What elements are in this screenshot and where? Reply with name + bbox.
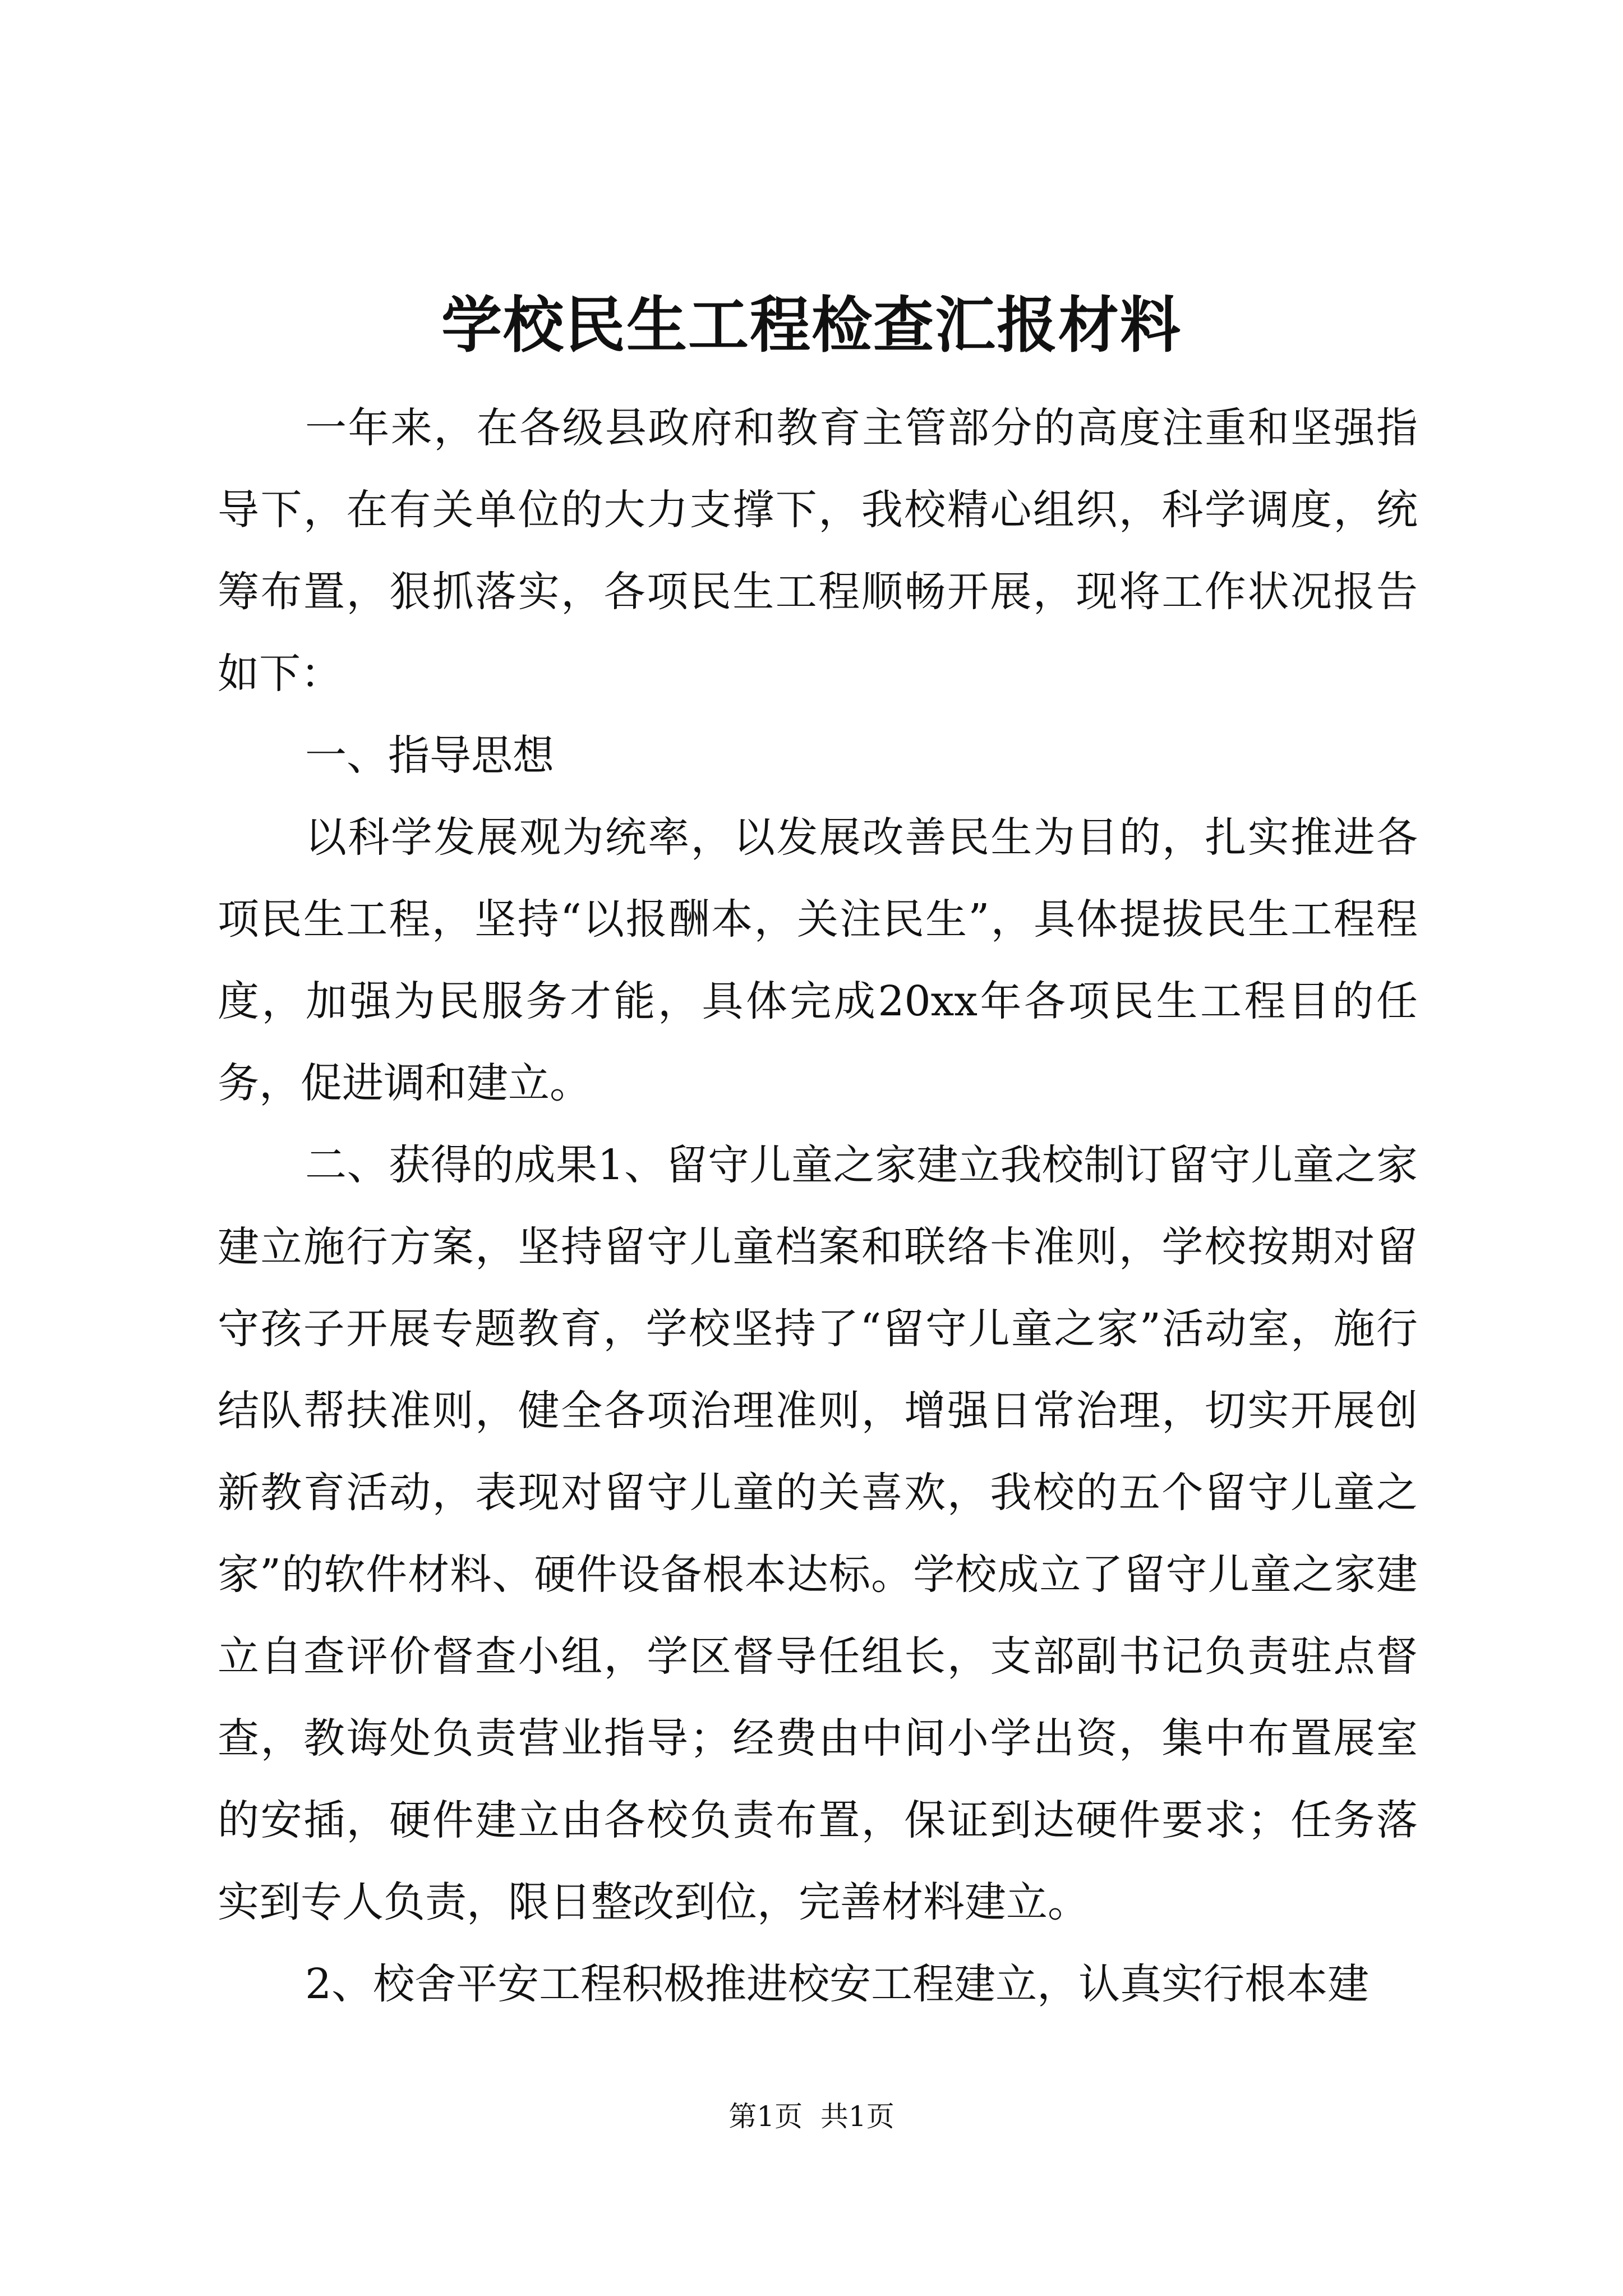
page-footer: 第1页 共1页 — [728, 2100, 895, 2133]
paragraph-guiding-thought: 以科学发展观为统率，以发展改善民生为目的，扎实推进各项民生工程，坚持“以报酬本，关注民生”，具体提拔民生工程程度，加强为民服务才能，具体完成20xx年各项民生工程目的任务，促进调和建立。 — [218, 813, 1418, 1107]
paragraph-school-safety: 2、校舍平安工程积极推进校安工程建立，认真实行根本建 — [305, 1960, 1370, 2008]
paragraph-achievements: 二、获得的成果1、留守儿童之家建立我校制订留守儿童之家建立施行方案，坚持留守儿童档案和联络卡准则，学校按期对留守孩子开展专题教育，学校坚持了“留守儿童之家”活动室，施行结队帮扶准则，健全各项治理准则，增强日常治理，切实开展创新教育活动，表现对留守儿童的关喜欢，我校的五个留守儿童之家”的软件材料、硬件设备根本达标。学校成立了留守儿童之家建立自查评价督查小组，学区督导任组长，支部副书记负责驻点督查，教诲处负责营业指导；经费由中间小学出资，集中布置展室的安插，硬件建立由各校负责布置，保证到达硬件要求；任务落实到专人负责，限日整改到位，完善材料建立。 — [218, 1141, 1418, 1926]
document-body — [218, 387, 1418, 2025]
paragraph-intro: 一年来，在各级县政府和教育主管部分的高度注重和坚强指导下，在有关单位的大力支撑下，我校精心组织，科学调度，统筹布置，狠抓落实，各项民生工程顺畅开展，现将工作状况报告如下： — [218, 404, 1418, 698]
section-heading-guiding-thought: 一、指导思想 — [305, 731, 554, 780]
document-title: 学校民生工程检查汇报材料 — [441, 290, 1182, 361]
